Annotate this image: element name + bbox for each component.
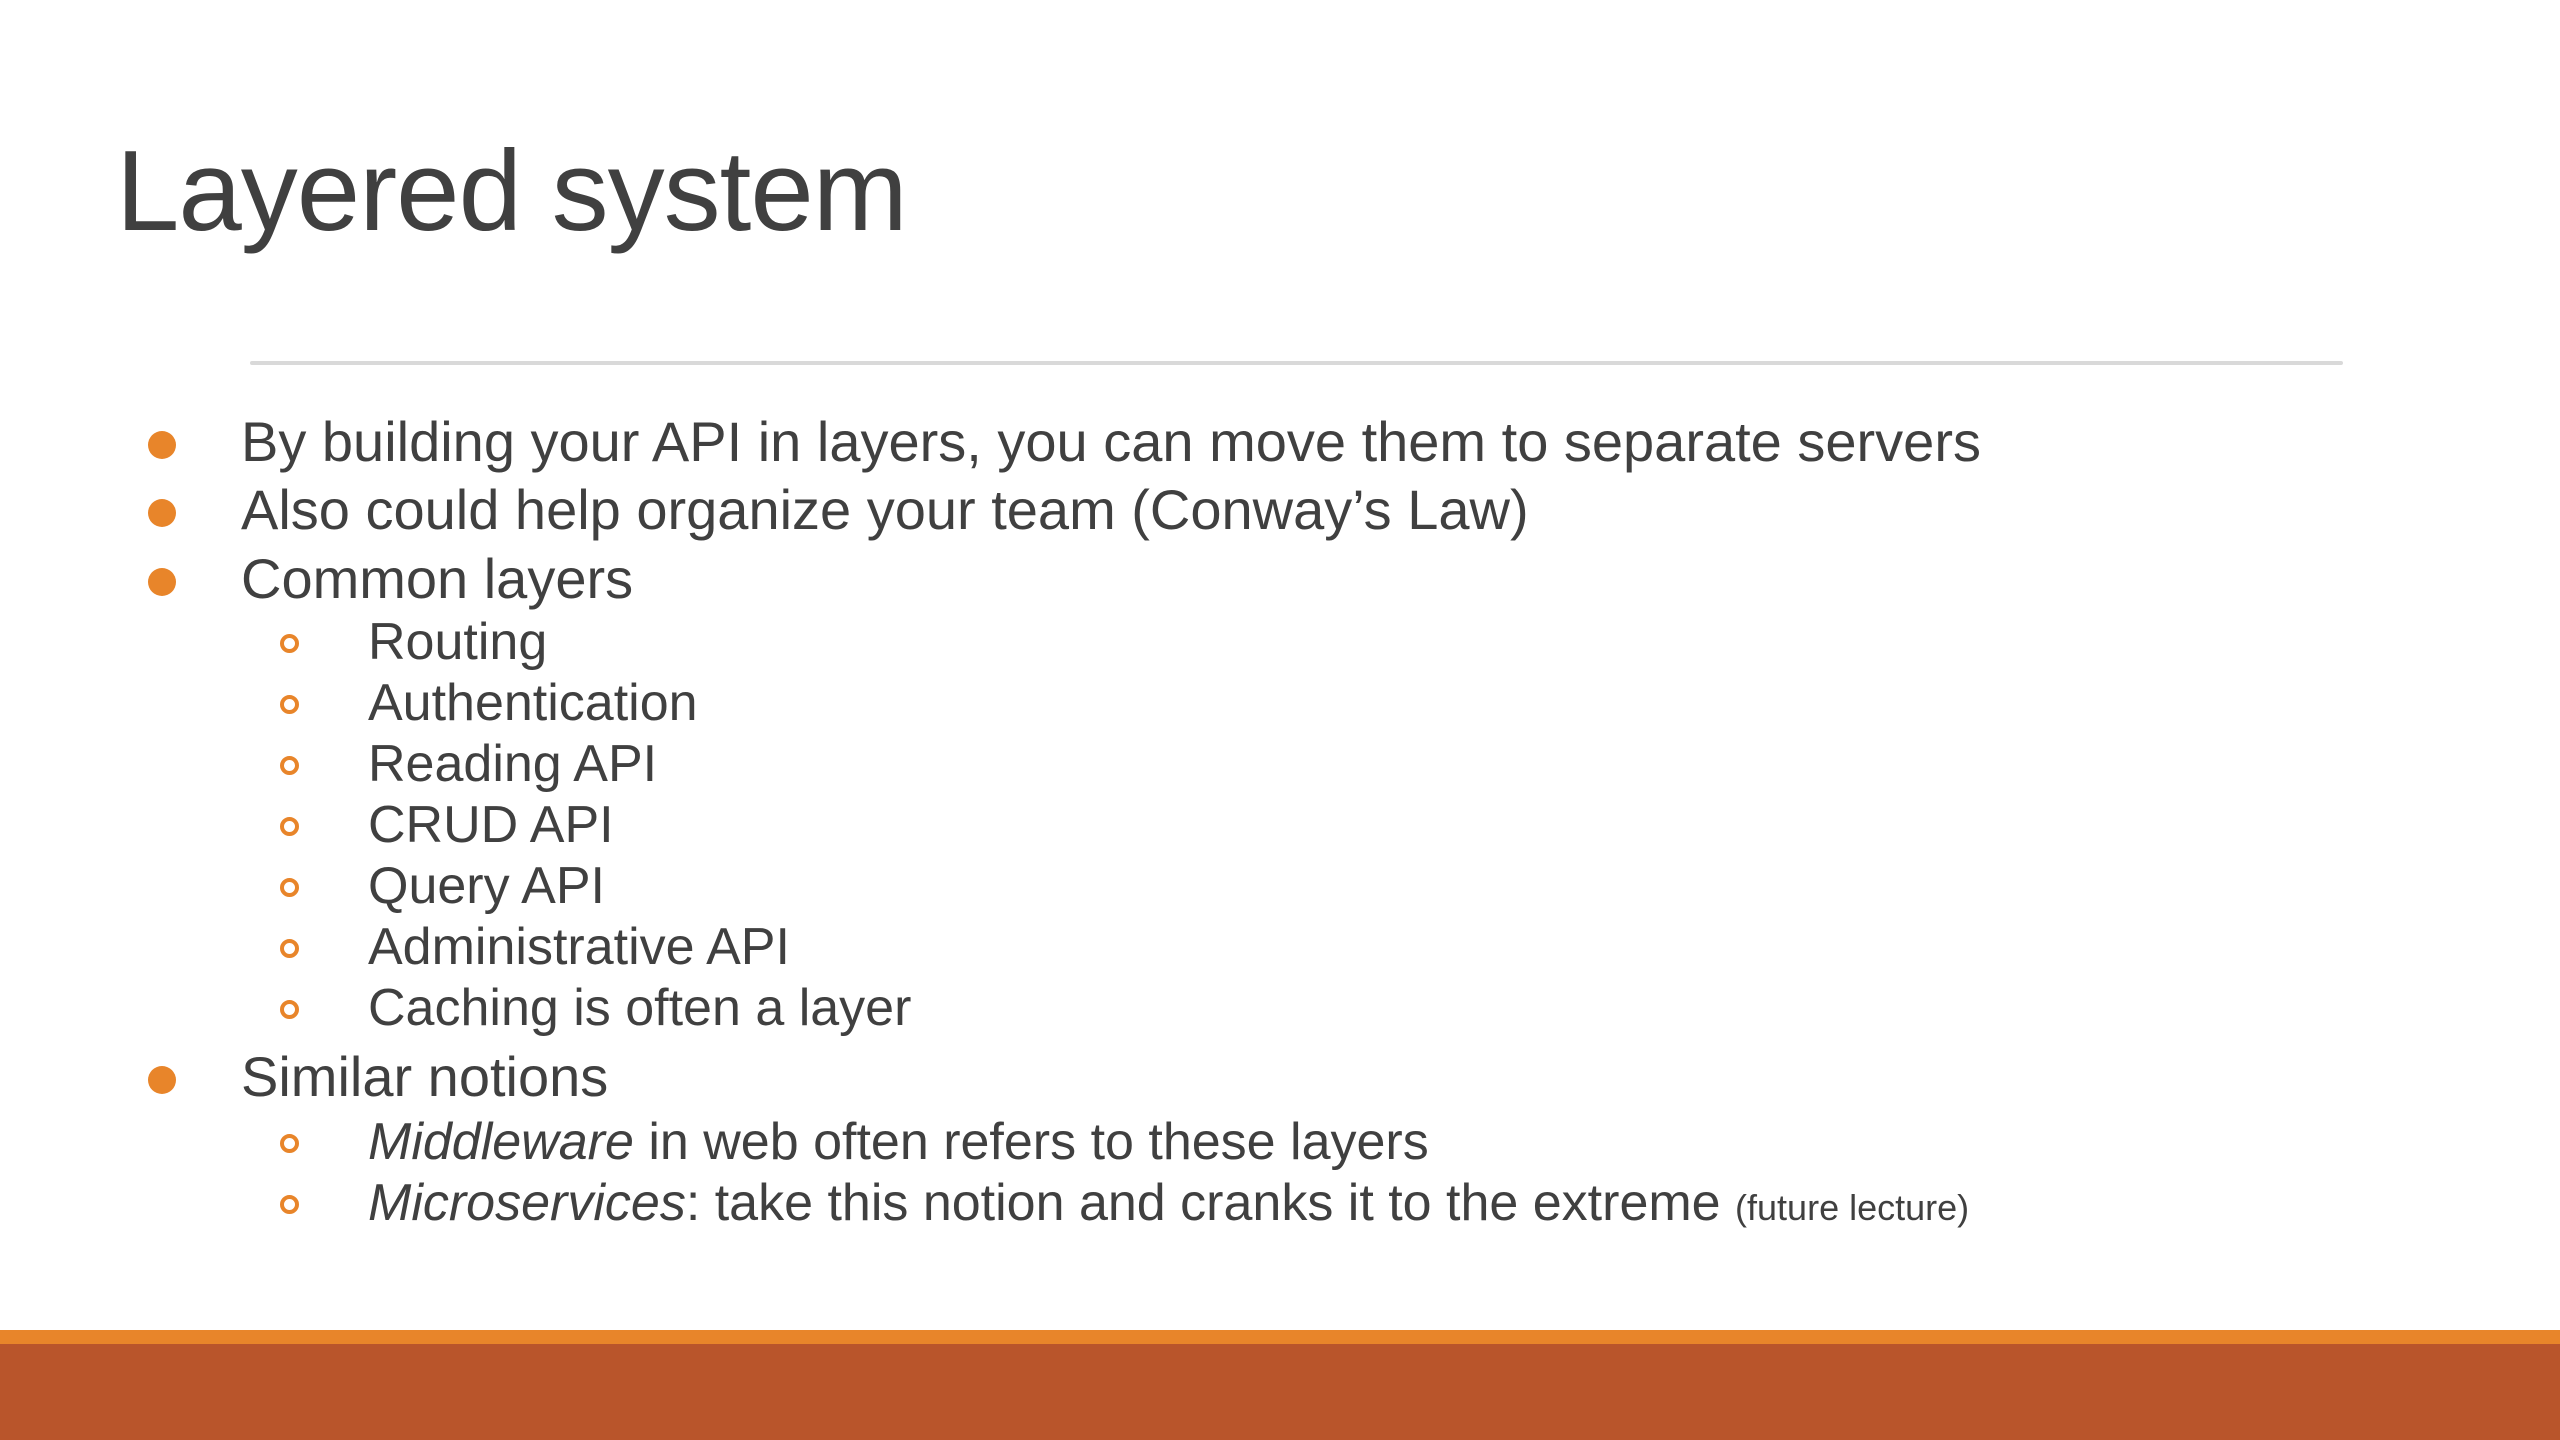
hollow-circle-bullet-icon (280, 634, 299, 653)
middleware-description: in web often refers to these layers (633, 1113, 1429, 1171)
footer-band (0, 1344, 2560, 1440)
microservices-term: Microservices (368, 1174, 686, 1232)
subbullet-caching-layer (0, 975, 2520, 1041)
subbullet-text-middleware (368, 1109, 1429, 1175)
subbullet-reading-api (0, 731, 2520, 797)
footer-accent-stripe (0, 1330, 2560, 1344)
bullet-text-similar-notions: Similar notions (241, 1045, 609, 1108)
subbullet-text-routing: Routing (368, 613, 548, 671)
middleware-term: Middleware (368, 1113, 634, 1171)
orange-bullet-icon (148, 568, 176, 596)
subbullet-microservices (0, 1170, 2520, 1236)
slide-title: Layered system (116, 128, 907, 255)
subbullet-text-reading-api: Reading API (368, 735, 658, 793)
bullet-api-layers (0, 406, 2520, 478)
subbullet-text-administrative-api: Administrative API (368, 918, 790, 976)
bullet-common-layers (0, 543, 2520, 615)
subbullet-text-crud-api: CRUD API (368, 796, 614, 854)
subbullet-middleware (0, 1109, 2520, 1175)
hollow-circle-bullet-icon (280, 1195, 299, 1214)
subbullet-text-caching-layer: Caching is often a layer (368, 979, 912, 1037)
future-lecture-note: (future lecture) (1735, 1187, 1970, 1228)
hollow-circle-bullet-icon (280, 817, 299, 836)
microservices-description: : take this notion and cranks it to the extreme (685, 1174, 1736, 1232)
subbullet-query-api (0, 853, 2520, 919)
subbullet-routing (0, 609, 2520, 675)
hollow-circle-bullet-icon (280, 1134, 299, 1153)
bullet-text-common-layers: Common layers (241, 547, 634, 610)
subbullet-administrative-api (0, 914, 2520, 980)
subbullet-authentication (0, 670, 2520, 736)
subbullet-text-microservices (368, 1170, 1969, 1241)
orange-bullet-icon (148, 1066, 176, 1094)
orange-bullet-icon (148, 431, 176, 459)
hollow-circle-bullet-icon (280, 878, 299, 897)
subbullet-text-authentication: Authentication (368, 674, 698, 732)
orange-bullet-icon (148, 499, 176, 527)
hollow-circle-bullet-icon (280, 939, 299, 958)
subbullet-text-query-api: Query API (368, 857, 605, 915)
hollow-circle-bullet-icon (280, 1000, 299, 1019)
bullet-similar-notions (0, 1041, 2520, 1113)
bullet-text-api-layers: By building your API in layers, you can move them to separate servers (241, 410, 1981, 473)
subbullet-crud-api (0, 792, 2520, 858)
hollow-circle-bullet-icon (280, 756, 299, 775)
bullet-text-conways-law: Also could help organize your team (Conway’s Law) (241, 478, 1529, 541)
hollow-circle-bullet-icon (280, 695, 299, 714)
bullet-conways-law (0, 474, 2520, 546)
